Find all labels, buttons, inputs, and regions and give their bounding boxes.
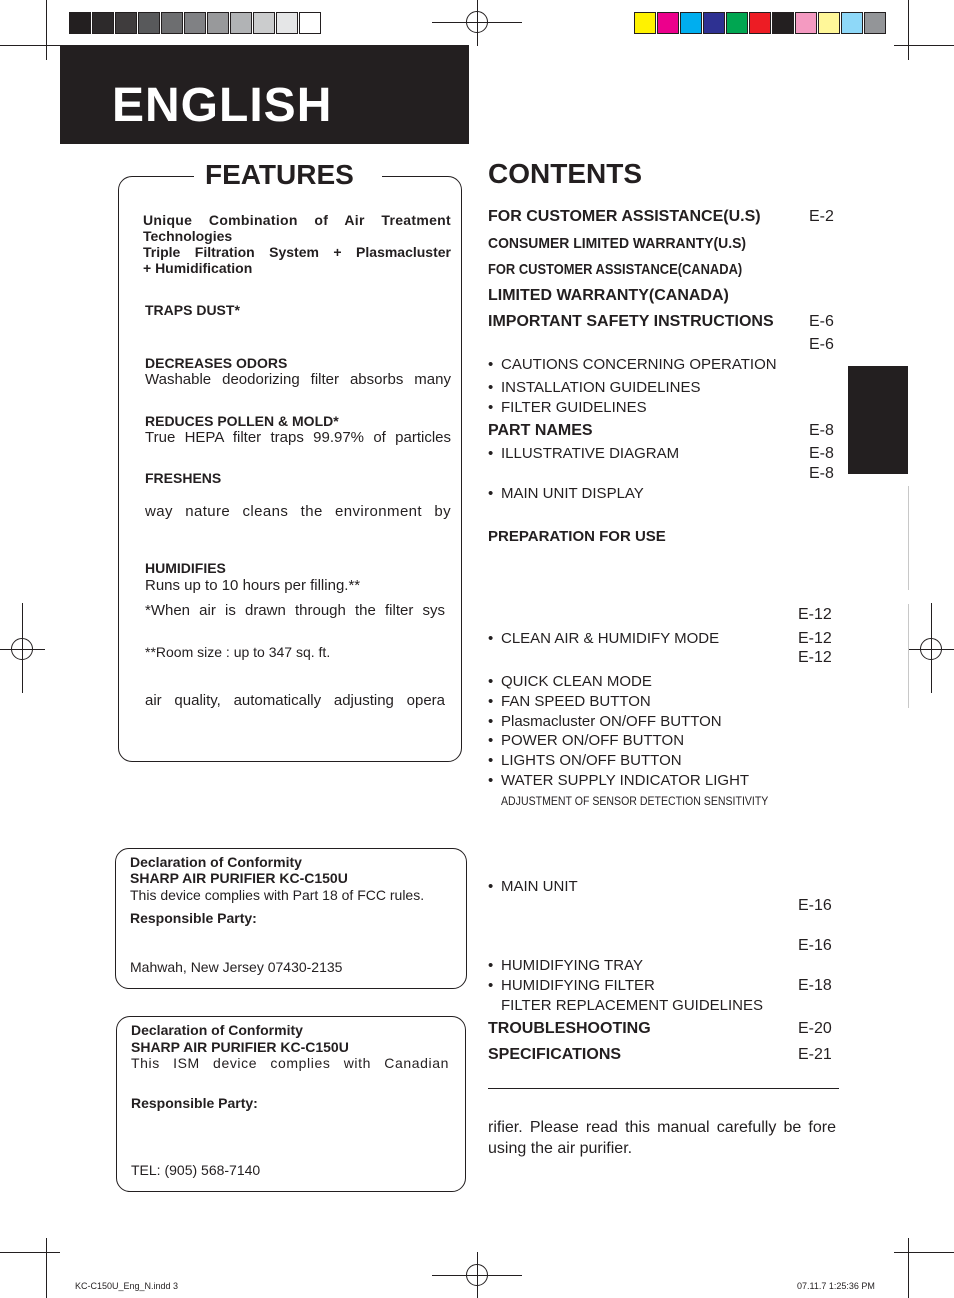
contents-divider bbox=[488, 1088, 839, 1089]
bullet-glyph: • bbox=[488, 957, 494, 974]
color-swatch bbox=[207, 12, 229, 34]
color-swatch bbox=[841, 12, 863, 34]
toc-customer-assistance-us[interactable]: FOR CUSTOMER ASSISTANCE(U.S) bbox=[488, 208, 761, 225]
bullet-glyph: • bbox=[488, 977, 494, 994]
feature-freshens-text: way nature cleans the environment by bbox=[145, 503, 451, 520]
declaration-canada-party-label: Responsible Party: bbox=[131, 1095, 258, 1111]
color-swatch bbox=[703, 12, 725, 34]
toc-humid-filter-label: HUMIDIFYING FILTER bbox=[501, 977, 655, 994]
features-intro-line2: Technologies bbox=[143, 228, 233, 244]
page-title: ENGLISH bbox=[112, 79, 333, 132]
toc-page-number: E-12 bbox=[798, 606, 832, 623]
toc-page-number: E-6 bbox=[809, 336, 834, 353]
toc-power-label: POWER ON/OFF BUTTON bbox=[501, 732, 685, 749]
toc-page-number: E-21 bbox=[798, 1046, 832, 1063]
side-guide-line bbox=[908, 604, 909, 708]
feature-humidifies-text: Runs up to 10 hours per filling.** bbox=[145, 577, 361, 594]
toc-installation-label: INSTALLATION GUIDELINES bbox=[501, 379, 701, 396]
declaration-us-text: This device complies with Part 18 of FCC rules. bbox=[130, 887, 425, 903]
feature-reduces-pollen-text: True HEPA filter traps 99.97% of particles bbox=[145, 429, 451, 446]
bullet-glyph: • bbox=[488, 379, 494, 396]
toc-installation[interactable] bbox=[488, 379, 701, 396]
toc-page-number: E-8 bbox=[809, 445, 834, 462]
contents-title: CONTENTS bbox=[488, 158, 642, 189]
bullet-glyph: • bbox=[488, 445, 494, 462]
color-swatch bbox=[299, 12, 321, 34]
toc-page-number: E-12 bbox=[798, 630, 832, 647]
toc-display-label: MAIN UNIT DISPLAY bbox=[501, 485, 644, 502]
toc-plasmacluster[interactable] bbox=[488, 713, 722, 730]
color-swatch bbox=[115, 12, 137, 34]
bullet-glyph: • bbox=[488, 673, 494, 690]
toc-page-number: E-16 bbox=[798, 937, 832, 954]
bullet-glyph: • bbox=[488, 693, 494, 710]
toc-page-number: E-20 bbox=[798, 1020, 832, 1037]
toc-page-number: E-2 bbox=[809, 208, 834, 225]
color-swatch bbox=[276, 12, 298, 34]
declaration-canada-tel: TEL: (905) 568-7140 bbox=[131, 1162, 261, 1178]
toc-water-supply-label: WATER SUPPLY INDICATOR LIGHT bbox=[501, 772, 750, 789]
toc-diagram-label: ILLUSTRATIVE DIAGRAM bbox=[501, 445, 680, 462]
toc-water-supply[interactable] bbox=[488, 772, 749, 789]
toc-safety-instructions[interactable]: IMPORTANT SAFETY INSTRUCTIONS bbox=[488, 313, 774, 330]
declaration-us-address: Mahwah, New Jersey 07430-2135 bbox=[130, 959, 343, 975]
toc-part-names[interactable]: PART NAMES bbox=[488, 422, 593, 439]
toc-page-number: E-6 bbox=[809, 313, 834, 330]
toc-humid-filter[interactable] bbox=[488, 977, 655, 994]
toc-fan-speed[interactable] bbox=[488, 693, 651, 710]
color-swatch bbox=[634, 12, 656, 34]
footer-timestamp: 07.11.7 1:25:36 PM bbox=[797, 1281, 875, 1291]
features-intro-line3: Triple Filtration System + Plasmacluster bbox=[143, 244, 451, 260]
side-guide-line bbox=[908, 486, 909, 590]
toc-display[interactable] bbox=[488, 485, 644, 502]
feature-reduces-pollen: REDUCES POLLEN & MOLD* bbox=[145, 413, 339, 429]
declaration-canada-title: Declaration of Conformity bbox=[131, 1022, 303, 1038]
features-title: FEATURES bbox=[205, 159, 354, 190]
bullet-glyph: • bbox=[488, 878, 494, 895]
feature-decreases-odors: DECREASES ODORS bbox=[145, 355, 288, 371]
toc-page-number: E-8 bbox=[809, 465, 834, 482]
toc-quick-clean[interactable] bbox=[488, 673, 652, 690]
toc-warranty-canada[interactable]: LIMITED WARRANTY(CANADA) bbox=[488, 287, 729, 304]
language-thumb-tab bbox=[848, 366, 908, 474]
footer-filename: KC-C150U_Eng_N.indd 3 bbox=[75, 1281, 179, 1291]
declaration-us-party-label: Responsible Party: bbox=[130, 910, 257, 926]
toc-main-unit-label: MAIN UNIT bbox=[501, 878, 578, 895]
color-swatch bbox=[138, 12, 160, 34]
toc-lights-label: LIGHTS ON/OFF BUTTON bbox=[501, 752, 682, 769]
toc-page-number: E-16 bbox=[798, 897, 832, 914]
color-swatch bbox=[795, 12, 817, 34]
toc-diagram[interactable] bbox=[488, 445, 679, 462]
declaration-canada-text: This ISM device complies with Canadian bbox=[131, 1055, 449, 1071]
toc-quick-clean-label: QUICK CLEAN MODE bbox=[501, 673, 652, 690]
toc-tray[interactable] bbox=[488, 957, 643, 974]
toc-fan-speed-label: FAN SPEED BUTTON bbox=[501, 693, 651, 710]
bullet-glyph: • bbox=[488, 772, 494, 789]
bullet-glyph: • bbox=[488, 485, 494, 502]
toc-customer-assistance-canada[interactable]: FOR CUSTOMER ASSISTANCE(CANADA) bbox=[488, 261, 743, 278]
toc-tray-label: HUMIDIFYING TRAY bbox=[501, 957, 643, 974]
toc-filter-guidelines[interactable] bbox=[488, 399, 647, 416]
color-swatch bbox=[749, 12, 771, 34]
bullet-glyph: • bbox=[488, 399, 494, 416]
features-intro-line4: + Humidification bbox=[143, 260, 253, 276]
feature-freshens: FRESHENS bbox=[145, 470, 222, 486]
color-swatch bbox=[230, 12, 252, 34]
toc-preparation[interactable]: PREPARATION FOR USE bbox=[488, 528, 666, 545]
color-swatch bbox=[864, 12, 886, 34]
color-swatch bbox=[726, 12, 748, 34]
toc-page-number: E-8 bbox=[809, 422, 834, 439]
feature-humidifies: HUMIDIFIES bbox=[145, 560, 226, 576]
toc-specifications[interactable]: SPECIFICATIONS bbox=[488, 1046, 622, 1063]
toc-power[interactable] bbox=[488, 732, 684, 749]
toc-filter-guidelines-label: FILTER GUIDELINES bbox=[501, 399, 647, 416]
toc-page-number: E-12 bbox=[798, 649, 832, 666]
intro-paragraph: rifier. Please read this manual carefully be fore using the air purifier. bbox=[488, 1119, 836, 1157]
toc-replacement[interactable]: FILTER REPLACEMENT GUIDELINES bbox=[501, 997, 764, 1014]
feature-traps-dust: TRAPS DUST* bbox=[145, 302, 240, 318]
features-footnote-1: *When air is drawn through the filter sys bbox=[145, 602, 445, 619]
toc-lights[interactable] bbox=[488, 752, 682, 769]
color-swatch bbox=[69, 12, 91, 34]
toc-clean-air[interactable] bbox=[488, 630, 719, 647]
declaration-canada-model: SHARP AIR PURIFIER KC-C150U bbox=[131, 1039, 349, 1055]
color-swatch bbox=[657, 12, 679, 34]
bullet-glyph: • bbox=[488, 713, 494, 730]
toc-troubleshooting[interactable]: TROUBLESHOOTING bbox=[488, 1020, 651, 1037]
toc-cautions[interactable] bbox=[488, 356, 777, 373]
color-swatch bbox=[818, 12, 840, 34]
color-swatch bbox=[772, 12, 794, 34]
color-swatch bbox=[161, 12, 183, 34]
toc-cautions-label: CAUTIONS CONCERNING OPERATION bbox=[501, 356, 777, 373]
bullet-glyph: • bbox=[488, 630, 494, 647]
color-swatch bbox=[184, 12, 206, 34]
features-footnote-2: **Room size : up to 347 sq. ft. bbox=[145, 644, 331, 660]
declaration-us-title: Declaration of Conformity bbox=[130, 854, 302, 870]
feature-decreases-odors-text: Washable deodorizing filter absorbs many bbox=[145, 371, 451, 388]
bullet-glyph: • bbox=[488, 732, 494, 749]
declaration-us-model: SHARP AIR PURIFIER KC-C150U bbox=[130, 870, 348, 886]
color-swatch bbox=[680, 12, 702, 34]
features-footnote-3: air quality, automatically adjusting opera bbox=[145, 692, 445, 709]
bullet-glyph: • bbox=[488, 752, 494, 769]
toc-clean-air-label: CLEAN AIR & HUMIDIFY MODE bbox=[501, 630, 720, 647]
toc-plasmacluster-label: Plasmacluster ON/OFF BUTTON bbox=[501, 713, 722, 730]
toc-main-unit[interactable] bbox=[488, 878, 578, 895]
toc-page-number: E-18 bbox=[798, 977, 832, 994]
color-swatch bbox=[92, 12, 114, 34]
features-intro-line1: Unique Combination of Air Treatment bbox=[143, 212, 451, 228]
color-swatch bbox=[253, 12, 275, 34]
toc-sensor[interactable]: ADJUSTMENT OF SENSOR DETECTION SENSITIVITY bbox=[501, 794, 769, 808]
toc-warranty-us[interactable]: CONSUMER LIMITED WARRANTY(U.S) bbox=[488, 235, 747, 252]
bullet-glyph: • bbox=[488, 356, 494, 373]
